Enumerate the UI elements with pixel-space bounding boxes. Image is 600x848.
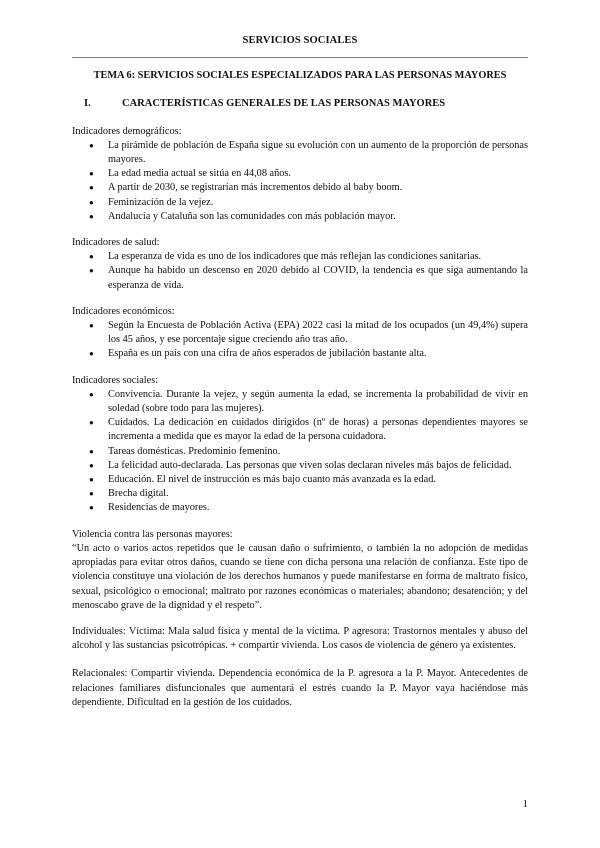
bullet-icon: ● xyxy=(89,349,94,359)
bullet-icon: ● xyxy=(89,446,94,456)
violence-label: Violencia contra las personas mayores: xyxy=(72,528,233,540)
economic-label: Indicadores económicos: xyxy=(72,305,175,317)
relational-factors xyxy=(72,667,528,710)
individual-factors-text: Individuales: Víctima: Mala salud física y mental de la víctima. P agresora: Trastornos mentales y abuso del alcohol y las sustancias psicotrópicas. + compartir vivienda. Los casos de violencia de género ya existentes. xyxy=(72,625,528,652)
demographic-label: Indicadores demográficos: xyxy=(72,125,182,137)
bullet-icon: ● xyxy=(89,503,94,513)
list-item: ● Cuidados. La dedicación en cuidados dirigidos (nº de horas) a personas dependientes mayores se incrementa a medida que es mayor la edad de la persona cuidadora. xyxy=(89,417,528,443)
list-item: ● La edad media actual se sitúa en 44,08 años. xyxy=(72,167,528,181)
social-label: Indicadores sociales: xyxy=(72,374,159,386)
relational-factors-text: Relacionales: Compartir vivienda. Dependencia económica de la P. agresora a la P. Mayor. Antecedentes de relaciones familiares disfuncionales que aumentará el estrés cuando la P. Mayor vaya haciéndose más dependiente. Dificultad en la gestión de los cuidados. xyxy=(72,668,528,708)
social-indicators xyxy=(72,374,528,516)
bullet-icon: ● xyxy=(89,489,94,499)
bullet-icon: ● xyxy=(89,169,94,179)
list-item: ● Según la Encuesta de Población Activa (EPA) 2022 casi la mitad de los ocupados (un 49,4%) supera los 45 años, y ese porcentaje sigue creciendo año tras año. xyxy=(89,320,528,346)
demographic-list xyxy=(72,139,528,224)
list-item: ● La esperanza de vida es uno de los indicadores que más reflejan las condiciones sanitarias. xyxy=(72,250,528,264)
bullet-icon: ● xyxy=(89,211,94,221)
list-item: ● Tareas domésticas. Predominio femenino. xyxy=(72,445,528,459)
running-header: SERVICIOS SOCIALES xyxy=(242,35,358,46)
health-indicators xyxy=(72,236,528,293)
bullet-icon: ● xyxy=(89,266,94,276)
list-item: ● Brecha digital. xyxy=(72,487,528,501)
topic-title: TEMA 6: SERVICIOS SOCIALES ESPECIALIZADOS PARA LAS PERSONAS MAYORES xyxy=(93,70,507,82)
list-item: ● A partir de 2030, se registrarían más incrementos debido al baby boom. xyxy=(72,181,528,195)
list-item: ● Convivencia. Durante la vejez, y según aumenta la edad, se incrementa la probabilidad de vivir en soledad (sobre todo para las mujeres). xyxy=(89,388,528,415)
section-number: I. xyxy=(84,98,91,110)
list-item: ● Educación. El nivel de instrucción es más bajo cuanto más avanzada es la edad. xyxy=(72,473,528,487)
list-item: ● Aunque ha habido un descenso en 2020 debido al COVID, la tendencia es que siga aumentando la esperanza de vida. xyxy=(89,265,528,291)
bullet-icon: ● xyxy=(89,197,94,207)
bullet-icon: ● xyxy=(89,252,94,262)
violence-definition: “Un acto o varios actos repetidos que le causan daño o sufrimiento, o también la no adopción de medidas apropiadas para evitar otros daños, cuando se tiene con dicha persona una relación de confianza. Este tipo de violencia constituye una violación de los derechos humanos y puede manifestarse en forma de maltrato físico, sexual, psicológico o emocional; maltrato por razones económicas o materiales; abandono; desatención; y del menoscabo grave de la dignidad y el respeto”. xyxy=(72,542,528,611)
bullet-icon: ● xyxy=(89,321,94,331)
document-page xyxy=(72,34,528,710)
bullet-icon: ● xyxy=(89,475,94,485)
violence-section xyxy=(72,528,528,613)
list-item: ● Feminización de la vejez. xyxy=(72,196,528,210)
demographic-indicators xyxy=(72,125,528,224)
individual-factors xyxy=(72,625,528,653)
health-list xyxy=(72,250,528,293)
health-label: Indicadores de salud: xyxy=(72,237,160,249)
economic-list xyxy=(72,319,528,362)
list-item: ● Andalucía y Cataluña son las comunidades con más población mayor. xyxy=(72,210,528,224)
list-item: ● España es un país con una cifra de años esperados de jubilación bastante alta. xyxy=(72,347,528,361)
list-item: ● La felicidad auto-declarada. Las personas que viven solas declaran niveles más bajos de felicidad. xyxy=(72,459,528,473)
bullet-icon: ● xyxy=(89,460,94,470)
bullet-icon: ● xyxy=(89,418,94,428)
list-item: ● La pirámide de población de España sigue su evolución con un aumento de la proporción de personas mayores. xyxy=(89,139,528,166)
bullet-icon: ● xyxy=(89,140,94,150)
section-heading xyxy=(72,97,528,111)
section-title: CARACTERÍSTICAS GENERALES DE LAS PERSONAS MAYORES xyxy=(122,98,446,110)
list-item: ● Residencias de mayores. xyxy=(72,501,528,515)
social-list xyxy=(72,388,528,516)
page-number: 1 xyxy=(522,798,528,810)
header-divider xyxy=(72,57,528,58)
economic-indicators xyxy=(72,305,528,362)
bullet-icon: ● xyxy=(89,183,94,193)
bullet-icon: ● xyxy=(89,389,94,399)
